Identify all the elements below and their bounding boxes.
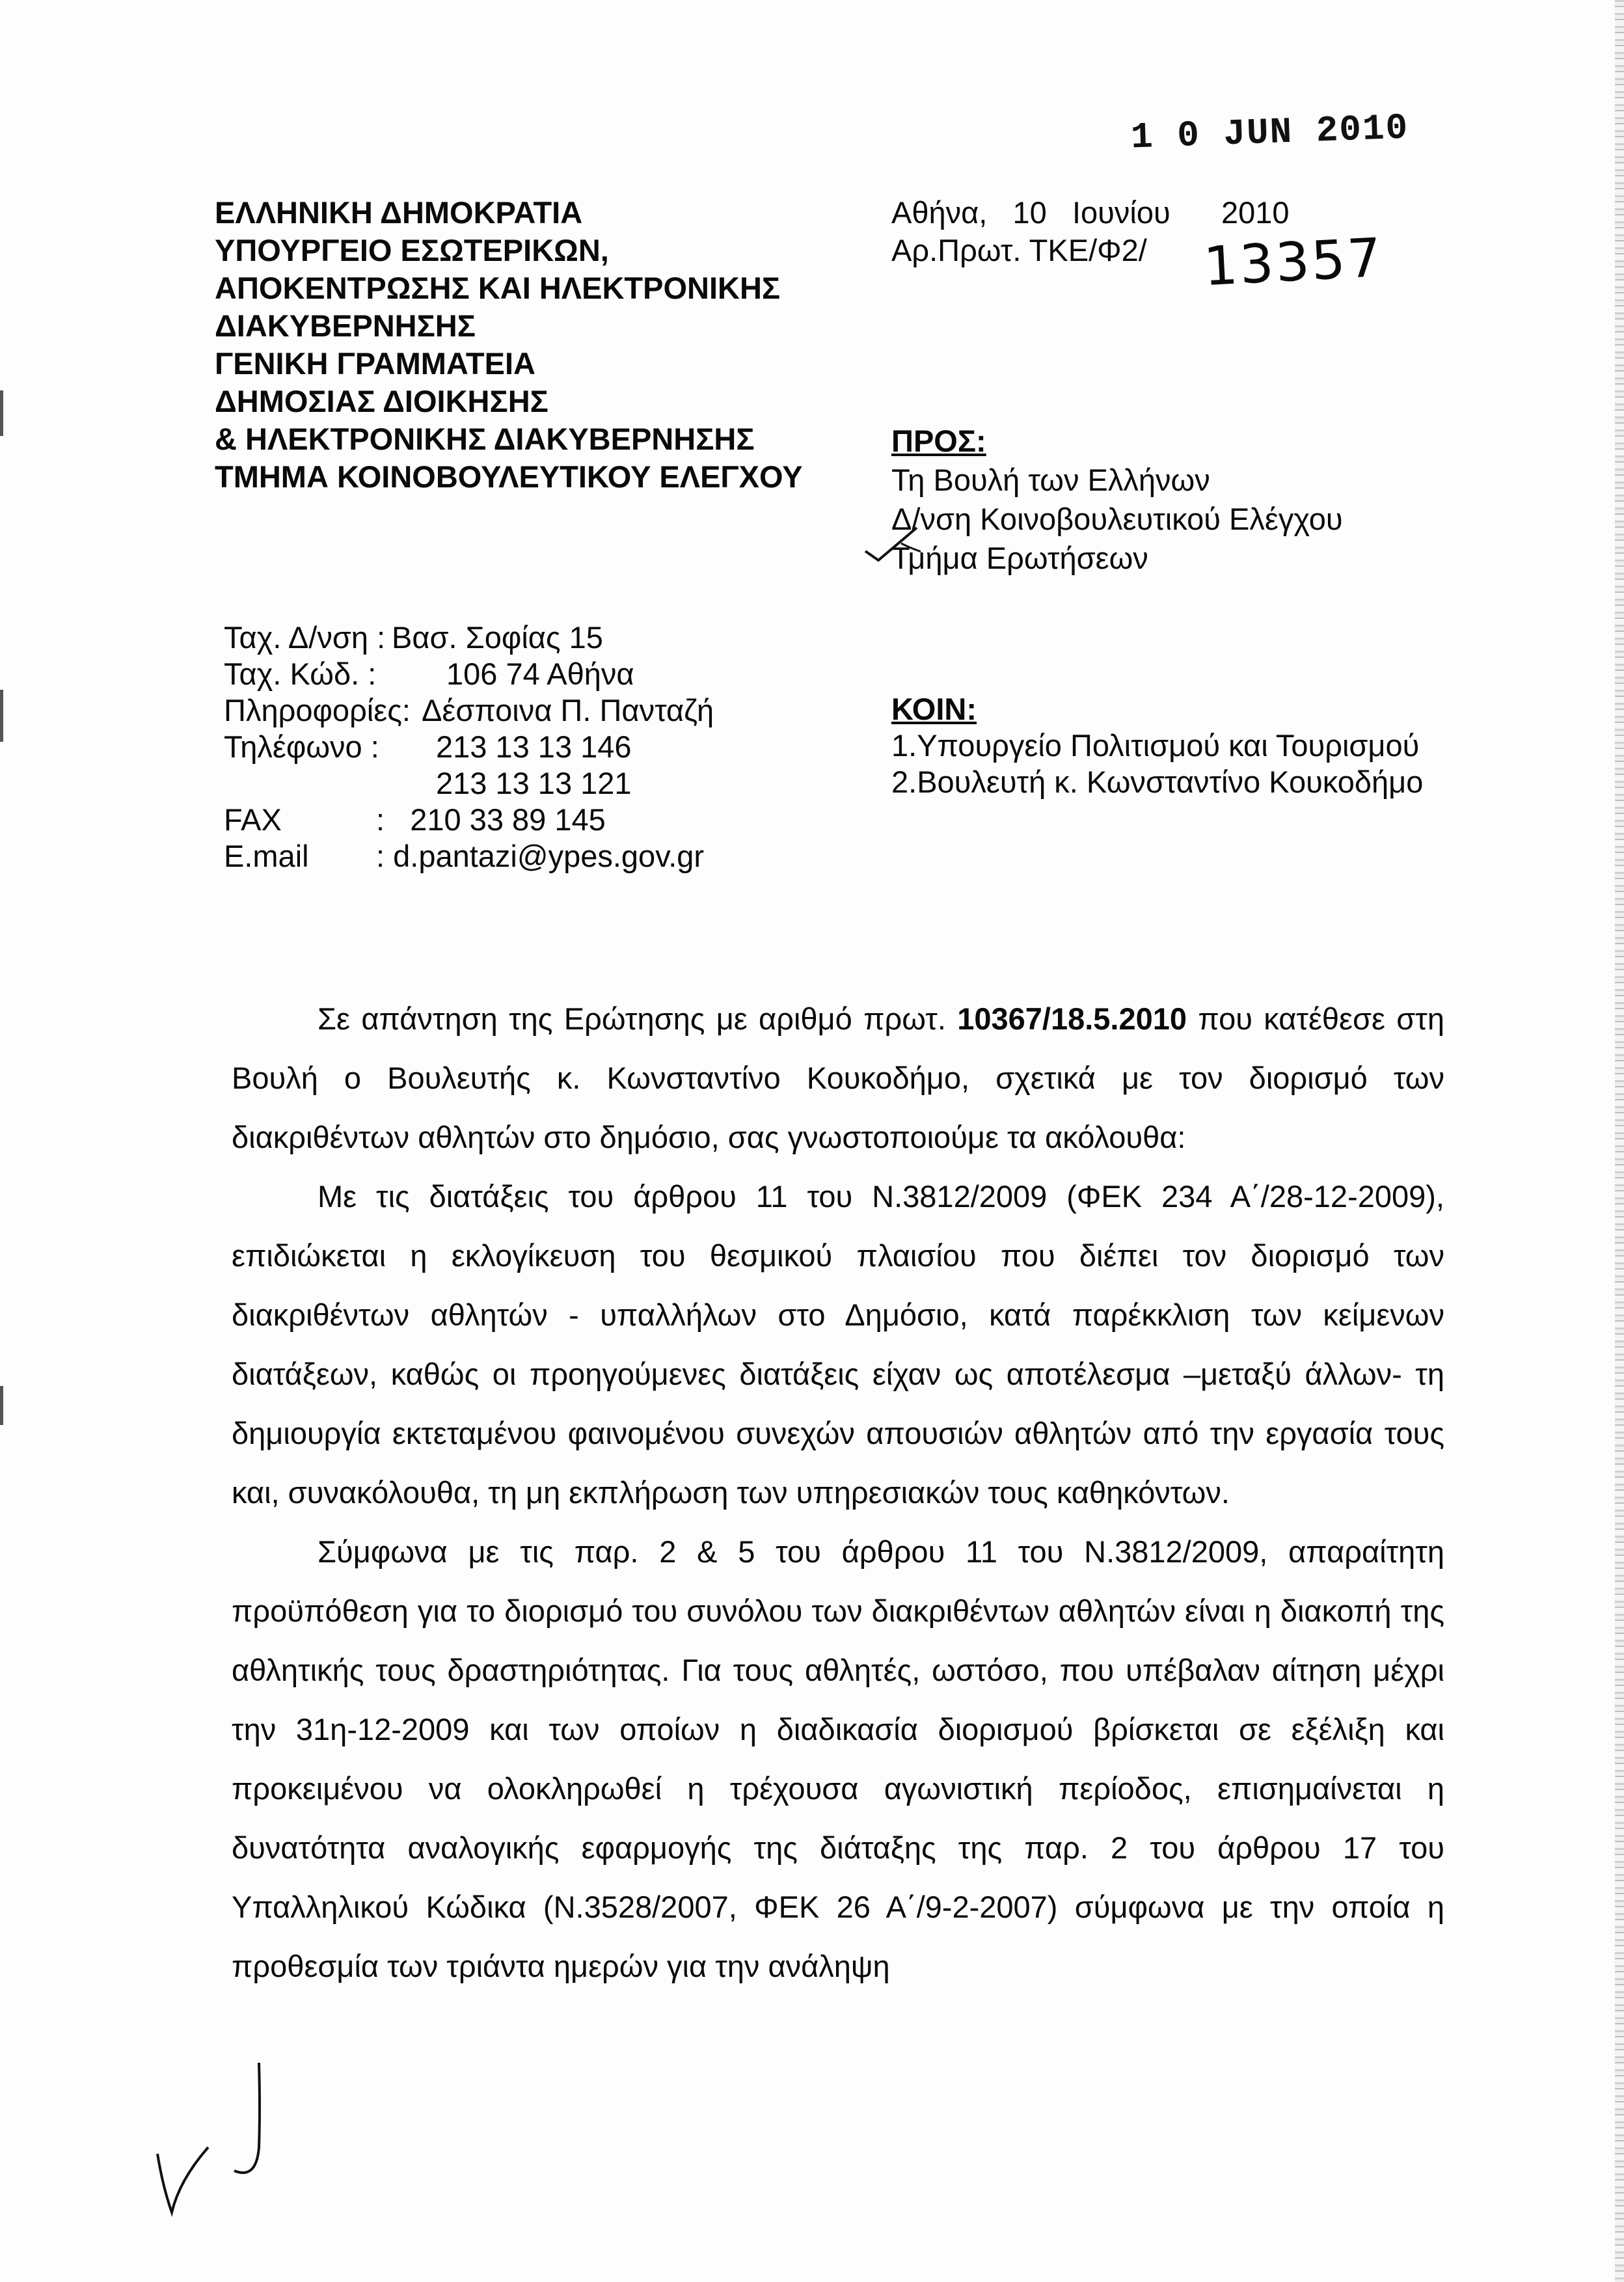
body-paragraph: Με τις διατάξεις του άρθρου 11 του Ν.3812/2009 (ΦΕΚ 234 Α΄/28-12-2009), επιδιώκεται η εκλογίκευση του θεσμικού πλαισίου που διέπει τον διορισμό των διακριθέντων αθλητών - υπαλλήλων στο Δημόσιο, κατά παρέκκλιση των κείμενων διατάξεων, καθώς οι προηγούμενες διατάξεις είχαν ως αποτέλεσμα –μεταξύ άλλων- τη δημιουργία εκτεταμένου φαινομένου συνεχών απουσιών αθλητών από την εργασία τους και, συνακόλουθα, τη μη εκπλήρωση των υπηρεσιακών τους καθηκόντων. bbox=[232, 1179, 1444, 1510]
contact-value: : 210 33 89 145 bbox=[376, 802, 606, 837]
contact-value: 106 74 Αθήνα bbox=[446, 657, 634, 691]
cc-heading: ΚΟΙΝ: bbox=[891, 692, 977, 726]
sender-line: & ΗΛΕΚΤΡΟΝΙΚΗΣ ΔΙΑΚΥΒΕΡΝΗΣΗΣ bbox=[215, 422, 755, 456]
scan-edge-mark bbox=[0, 690, 3, 742]
recipient-heading: ΠΡΟΣ: bbox=[891, 424, 986, 458]
contact-label: FAX bbox=[224, 802, 282, 837]
handwritten-tick-mark bbox=[862, 524, 921, 569]
cc-line: 1.Υπουργείο Πολιτισμού και Τουρισμού bbox=[891, 728, 1420, 763]
sender-line: ΤΜΗΜΑ ΚΟΙΝΟΒΟΥΛΕΥΤΙΚΟΥ ΕΛΕΓΧΟΥ bbox=[215, 459, 803, 494]
question-reference: 10367/18.5.2010 bbox=[957, 1001, 1187, 1036]
contact-value: 213 13 13 146 bbox=[436, 729, 632, 764]
handwritten-initials bbox=[150, 2056, 293, 2225]
sender-line: ΓΕΝΙΚΗ ΓΡΑΜΜΑΤΕΙΑ bbox=[215, 346, 535, 381]
date-line: Αθήνα, 10 Ιουνίου 2010 bbox=[891, 195, 1290, 230]
sender-line: ΔΙΑΚΥΒΕΡΝΗΣΗΣ bbox=[215, 308, 476, 343]
recipient-line: Δ/νση Κοινοβουλευτικού Ελέγχου bbox=[891, 502, 1343, 536]
received-date-stamp: 1 0 JUN 2010 bbox=[1130, 107, 1410, 159]
handwritten-protocol-number: 13357 bbox=[1202, 226, 1385, 299]
letter-body bbox=[232, 989, 1444, 1996]
contact-value: : d.pantazi@ypes.gov.gr bbox=[376, 839, 705, 873]
body-text-run: που κατέθεσε στη Βουλή ο Βουλευτής κ. Κωνσταντίνο Κουκοδήμο, σχετικά με τον διορισμό των διακριθέντων αθλητών στο δημόσιο, σας γνωστοποιούμε τα ακόλουθα: bbox=[232, 1001, 1444, 1154]
body-text-run: Σε απάντηση της Ερώτησης με αριθμό πρωτ. bbox=[318, 1001, 958, 1036]
recipient-block bbox=[891, 422, 1343, 578]
contact-label: Πληροφορίες: bbox=[224, 693, 411, 727]
sender-block bbox=[215, 194, 803, 496]
sender-line: ΕΛΛΗΝΙΚΗ ΔΗΜΟΚΡΑΤΙΑ bbox=[215, 195, 583, 230]
contact-label: Τηλέφωνο : bbox=[224, 729, 379, 764]
contact-value: Δέσποινα Π. Πανταζή bbox=[422, 693, 714, 727]
cc-block bbox=[891, 691, 1423, 800]
scan-edge-mark bbox=[0, 1386, 3, 1425]
contact-label: Ταχ. Δ/νση : bbox=[224, 620, 386, 655]
scan-edge bbox=[1615, 0, 1624, 2282]
scan-edge-mark bbox=[0, 390, 3, 436]
sender-line: ΑΠΟΚΕΝΤΡΩΣΗΣ ΚΑΙ ΗΛΕΚΤΡΟΝΙΚΗΣ bbox=[215, 271, 781, 305]
protocol-label: Αρ.Πρωτ. ΤΚΕ/Φ2/ bbox=[891, 233, 1147, 267]
cc-line: 2.Βουλευτή κ. Κωνσταντίνο Κουκοδήμο bbox=[891, 765, 1424, 799]
contact-value: 213 13 13 121 bbox=[436, 766, 632, 800]
body-paragraph bbox=[232, 989, 1444, 1167]
body-paragraph: Σύμφωνα με τις παρ. 2 & 5 του άρθρου 11 του Ν.3812/2009, απαραίτητη προϋπόθεση για το διορισμό του συνόλου των διακριθέντων αθλητών είναι η διακοπή της αθλητικής τους δραστηριότητας. Για τους αθλητές, ωστόσο, που υπέβαλαν αίτηση μέχρι την 31η-12-2009 και των οποίων η διαδικασία διορισμού βρίσκεται σε εξέλιξη και προκειμένου να ολοκληρωθεί η τρέχουσα αγωνιστική περίοδος, επισημαίνεται η δυνατότητα αναλογικής εφαρμογής της διάταξης της παρ. 2 του άρθρου 17 του Υπαλληλικού Κώδικα (Ν.3528/2007, ΦΕΚ 26 Α΄/9-2-2007) σύμφωνα με την οποία η προθεσμία των τριάντα ημερών για την ανάληψη bbox=[232, 1534, 1444, 1983]
recipient-line: Τη Βουλή των Ελλήνων bbox=[891, 463, 1210, 497]
recipient-line: Τμήμα Ερωτήσεων bbox=[891, 541, 1148, 575]
contact-value: Βασ. Σοφίας 15 bbox=[392, 620, 603, 655]
sender-line: ΥΠΟΥΡΓΕΙΟ ΕΣΩΤΕΡΙΚΩΝ, bbox=[215, 233, 609, 267]
contact-label: Ταχ. Κώδ. : bbox=[224, 657, 377, 691]
contact-label: E.mail bbox=[224, 839, 309, 873]
sender-line: ΔΗΜΟΣΙΑΣ ΔΙΟΙΚΗΣΗΣ bbox=[215, 384, 548, 418]
